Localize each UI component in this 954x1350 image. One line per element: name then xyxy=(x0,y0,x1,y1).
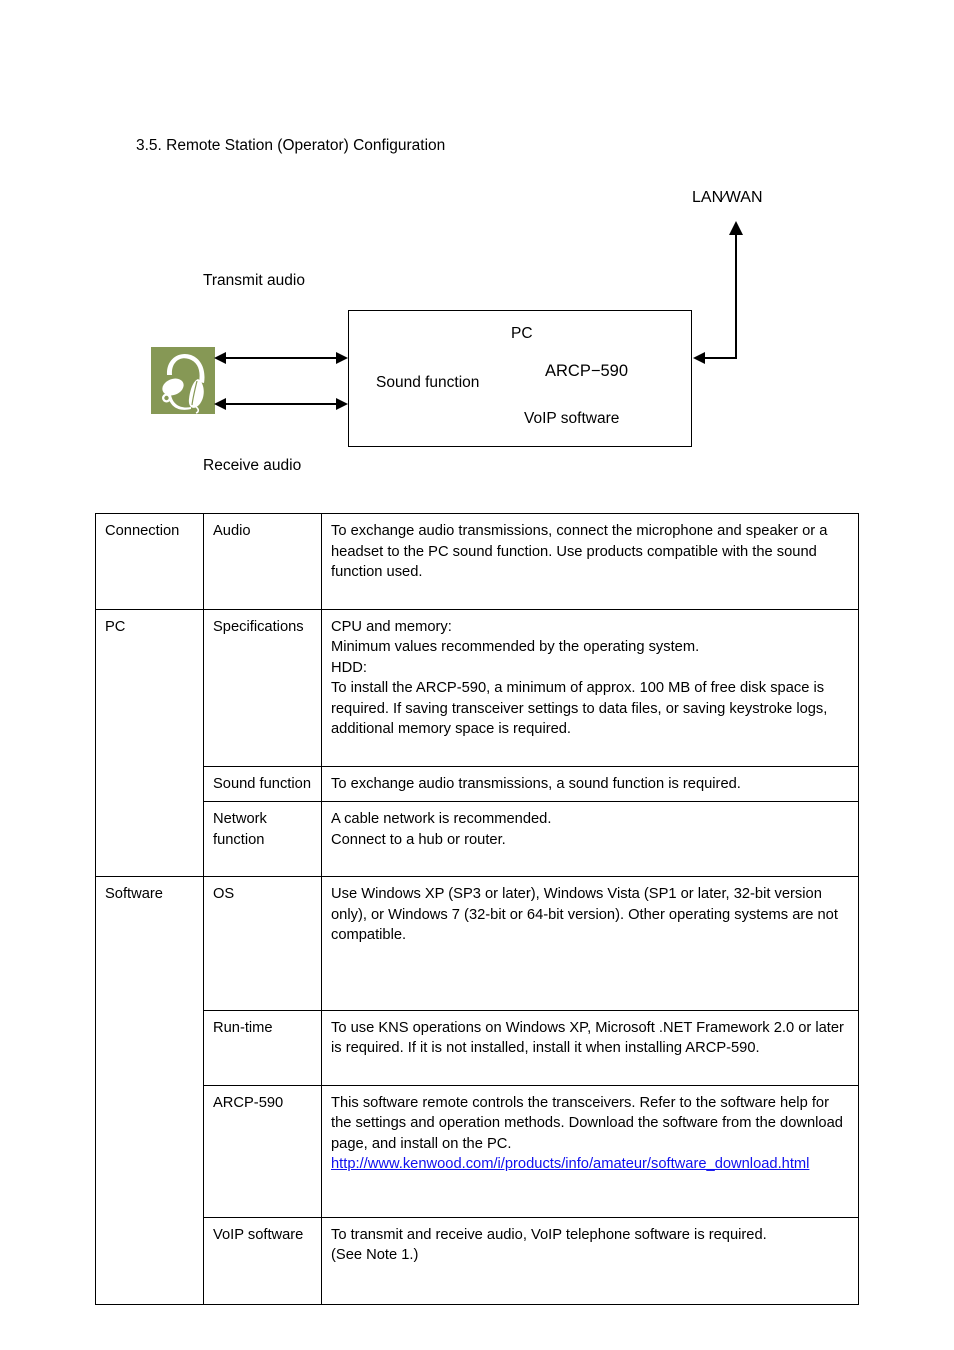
row-description xyxy=(322,609,859,766)
row-description: Use Windows XP (SP3 or later), Windows Vista (SP1 or later, 32-bit version only), or Windows 7 (32-bit or 64-bit version). Other operating systems are not compatible. xyxy=(322,877,859,1011)
lan-wan-label: LAN∕WAN xyxy=(692,189,763,206)
lan-wan-arrow-horizontal xyxy=(705,357,737,359)
row-item: Specifications xyxy=(204,609,322,766)
row-description xyxy=(322,1217,859,1304)
table-row xyxy=(96,514,859,610)
row-item: Run-time xyxy=(204,1010,322,1085)
row-description xyxy=(322,1085,859,1217)
description-line: Connect to a hub or router. xyxy=(331,831,506,848)
row-item: OS xyxy=(204,877,322,1011)
pc-box-title: PC xyxy=(511,325,533,342)
pc-box xyxy=(348,310,692,447)
row-category: PC xyxy=(96,609,204,877)
description-line: This software remote controls the transceivers. Refer to the software help for the settings and operation methods. Download the software from the download page, and install on the PC. xyxy=(331,1094,843,1152)
description-line: CPU and memory: xyxy=(331,618,452,635)
lan-wan-arrow-vertical xyxy=(735,234,737,359)
row-item: Network function xyxy=(204,802,322,877)
row-description: To exchange audio transmissions, a sound function is required. xyxy=(322,766,859,802)
download-page-link[interactable]: http://www.kenwood.com/i/products/info/amateur/software_download.html xyxy=(331,1156,810,1172)
row-item: ARCP-590 xyxy=(204,1085,322,1217)
row-category: Connection xyxy=(96,514,204,610)
row-description xyxy=(322,802,859,877)
table-row xyxy=(96,609,859,766)
system-diagram xyxy=(0,0,954,500)
description-line: A cable network is recommended. xyxy=(331,811,552,827)
headset-icon xyxy=(151,347,215,414)
row-item: Audio xyxy=(204,514,322,610)
specifications-table xyxy=(95,513,859,1305)
pc-box-arcp-590: ARCP−590 xyxy=(545,362,629,380)
transmit-audio-label: Transmit audio xyxy=(203,272,305,289)
description-line: To install the ARCP-590, a minimum of approx. 100 MB of free disk space is required. If saving transceiver settings to data files, or saving keystroke logs, additional memory space is required. xyxy=(331,680,828,737)
table-row xyxy=(96,1217,859,1304)
row-category: Software xyxy=(96,877,204,1305)
table-row xyxy=(96,1010,859,1085)
row-item: VoIP software xyxy=(204,1217,322,1304)
description-line: Minimum values recommended by the operating system. xyxy=(331,639,700,655)
row-description: To use KNS operations on Windows XP, Microsoft .NET Framework 2.0 or later is required. If it is not installed, install it when installing ARCP-590. xyxy=(322,1010,859,1085)
pc-box-sound-function: Sound function xyxy=(376,374,480,391)
table-row xyxy=(96,766,859,802)
transmit-audio-arrow xyxy=(225,357,337,359)
table-row xyxy=(96,802,859,877)
table-row xyxy=(96,1085,859,1217)
receive-audio-label: Receive audio xyxy=(203,457,302,474)
receive-audio-arrow xyxy=(225,403,337,405)
description-line: HDD: xyxy=(331,659,367,676)
description-line: To transmit and receive audio, VoIP telephone software is required. xyxy=(331,1226,767,1243)
row-description: To exchange audio transmissions, connect the microphone and speaker or a headset to the PC sound function. Use products compatible with the sound function used. xyxy=(322,514,859,610)
table-row xyxy=(96,877,859,1011)
page-title: 3.5. Remote Station (Operator) Configuration xyxy=(136,137,446,154)
row-item: Sound function xyxy=(204,766,322,802)
pc-box-voip-software: VoIP software xyxy=(524,410,620,427)
description-line: (See Note 1.) xyxy=(331,1247,419,1263)
